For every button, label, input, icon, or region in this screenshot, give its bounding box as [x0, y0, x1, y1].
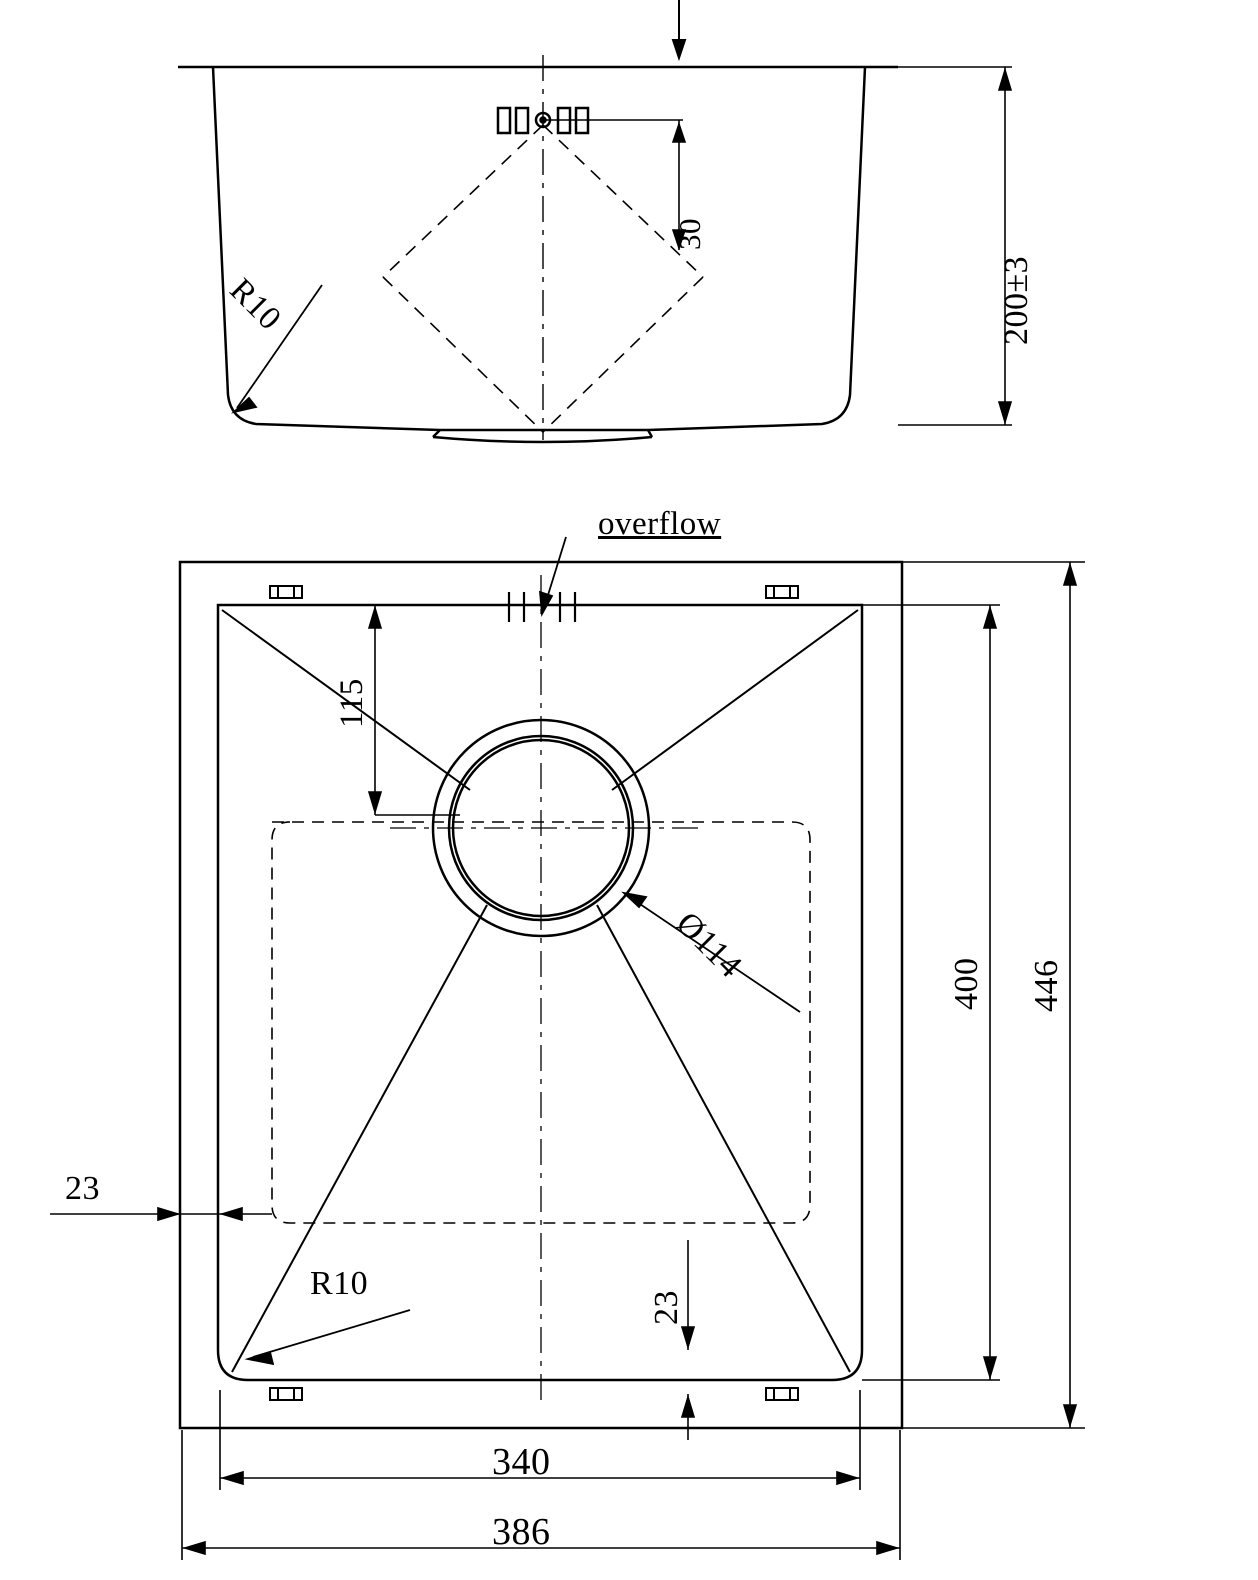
- dim-label-diameter-114: Ø114: [668, 905, 749, 986]
- dim-label-340: 340: [492, 1441, 551, 1483]
- dim-label-23-left: 23: [65, 1170, 100, 1207]
- dim-label-200: 200±3: [998, 255, 1035, 345]
- dim-label-r10-front: R10: [222, 272, 288, 338]
- label-overflow: overflow: [598, 506, 722, 542]
- dim-23-left: [50, 1208, 272, 1220]
- dim-23-bottom: [610, 1240, 760, 1440]
- dim-label-23-bottom: 23: [648, 1290, 685, 1325]
- centerlines-plan: [390, 575, 700, 1400]
- dim-200: [898, 67, 1012, 425]
- leader-overflow: [540, 537, 566, 614]
- dim-label-386: 386: [492, 1511, 551, 1553]
- dim-label-30: 30: [672, 218, 707, 250]
- dim-30: [545, 120, 685, 250]
- dim-label-115: 115: [334, 678, 370, 728]
- dim-label-400: 400: [948, 957, 985, 1010]
- dim-label-r10-plan: R10: [310, 1265, 369, 1302]
- dim-115: [369, 605, 460, 815]
- bowl-slope-lines: [222, 610, 858, 1372]
- dim-label-446: 446: [1028, 959, 1065, 1012]
- leader-r10-plan: [248, 1310, 410, 1364]
- top-arrow-front: [673, 0, 685, 58]
